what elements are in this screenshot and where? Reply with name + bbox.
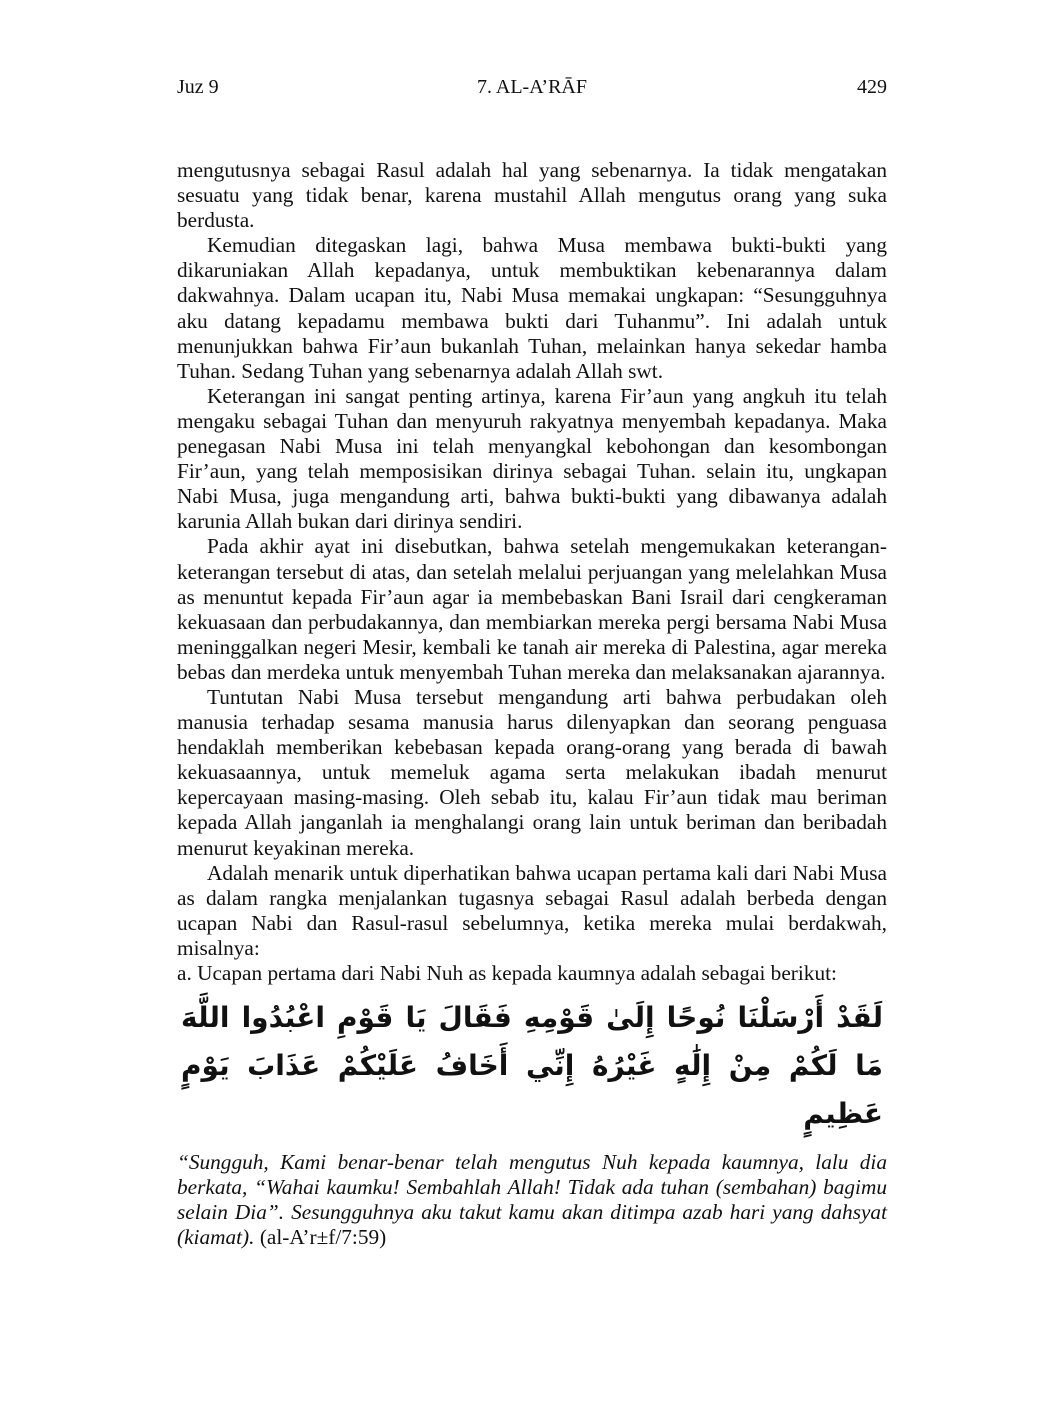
list-item-a: a. Ucapan pertama dari Nabi Nuh as kepada kaumnya adalah sebagai berikut: bbox=[177, 961, 837, 985]
verse-translation bbox=[177, 1150, 887, 1250]
page-body bbox=[177, 158, 887, 1250]
page-header bbox=[177, 76, 887, 102]
paragraph: Adalah menarik untuk diperhatikan bahwa ucapan pertama kali dari Nabi Musa as dalam rangka menjalankan tugasnya sebagai Rasul adalah berbeda dengan ucapan Nabi dan Rasul-rasul sebelumnya, ketika mereka mulai berdakwah, misalnya: bbox=[177, 860, 887, 960]
page-number: 429 bbox=[857, 76, 887, 98]
paragraph: mengutusnya sebagai Rasul adalah hal yang sebenarnya. Ia tidak mengatakan sesuatu yang tidak benar, karena mustahil Allah mengutus orang yang suka berdusta. bbox=[177, 158, 887, 233]
paragraph: Keterangan ini sangat penting artinya, karena Fir’aun yang angkuh itu telah mengaku sebagai Tuhan dan menyuruh rakyatnya menyembah kepadanya. Maka penegasan Nabi Musa ini telah menyangkal kebohongan dan kesombongan Fir’aun, yang telah memposisikan dirinya sebagai Tuhan. selain itu, ungkapan Nabi Musa, juga mengandung arti, bahwa bukti-bukti yang dibawanya adalah karunia Allah bukan dari dirinya sendiri. bbox=[177, 383, 887, 534]
juz-label: Juz 9 bbox=[177, 76, 219, 98]
chapter-title: 7. AL-A’RĀF bbox=[476, 76, 587, 98]
arabic-verse: لَقَدْ أَرْسَلْنَا نُوحًا إِلَىٰ قَوْمِهِ فَقَالَ يَا قَوْمِ اعْبُدُوا اللَّهَ مَا لَكُمْ مِنْ إِلَٰهٍ غَيْرُهُ إِنِّي أَخَافُ عَلَيْكُمْ عَذَابَ يَوْمٍ عَظِيمٍ bbox=[181, 1001, 883, 1131]
paragraph: Pada akhir ayat ini disebutkan, bahwa setelah mengemukakan keterangan-keterangan tersebut di atas, dan setelah melalui perjuangan yang melelahkan Musa as menuntut kepada Fir’aun agar ia membebaskan Bani Israil dari cengkeraman kekuasaan dan perbudakannya, dan membiarkan mereka pergi bersama Nabi Musa meninggalkan negeri Mesir, kembali ke tanah air mereka di Palestina, agar mereka bebas dan merdeka untuk menyembah Tuhan mereka dan melaksanakan ajarannya. bbox=[177, 534, 887, 684]
paragraph: Kemudian ditegaskan lagi, bahwa Musa membawa bukti-bukti yang dikaruniakan Allah kepadanya, untuk membuktikan kebenarannya dalam dakwahnya. Dalam ucapan itu, Nabi Musa memakai ungkapan: “Sesungguhnya aku datang kepadamu membawa bukti dari Tuhanmu”. Ini adalah untuk menunjukkan bahwa Fir’aun bukanlah Tuhan, melainkan hanya sekedar hamba Tuhan. Sedang Tuhan yang sebenarnya adalah Allah swt. bbox=[177, 233, 887, 383]
verse-citation: (al-A’r±f/7:59) bbox=[259, 1225, 387, 1250]
translation-text: “Sungguh, Kami benar-benar telah mengutus Nuh kepada kaumnya, lalu dia berkata, “Wahai kaumku! Sembahlah Allah! Tidak ada tuhan (sembahan) bagimu selain Dia”. Sesungguhnya aku takut kamu akan ditimpa azab hari yang dahsyat (kiamat). bbox=[177, 1150, 887, 1250]
paragraph: Tuntutan Nabi Musa tersebut mengandung arti bahwa perbudakan oleh manusia terhadap sesama manusia harus dilenyapkan dan seorang penguasa hendaklah memberikan kebebasan kepada orang-orang yang berada di bawah kekuasaannya, untuk memeluk agama serta melakukan ibadah menurut kepercayaan masing-masing. Oleh sebab itu, kalau Fir’aun tidak mau beriman kepada Allah janganlah ia menghalangi orang lain untuk beriman dan beribadah menurut keyakinan mereka. bbox=[177, 684, 887, 860]
